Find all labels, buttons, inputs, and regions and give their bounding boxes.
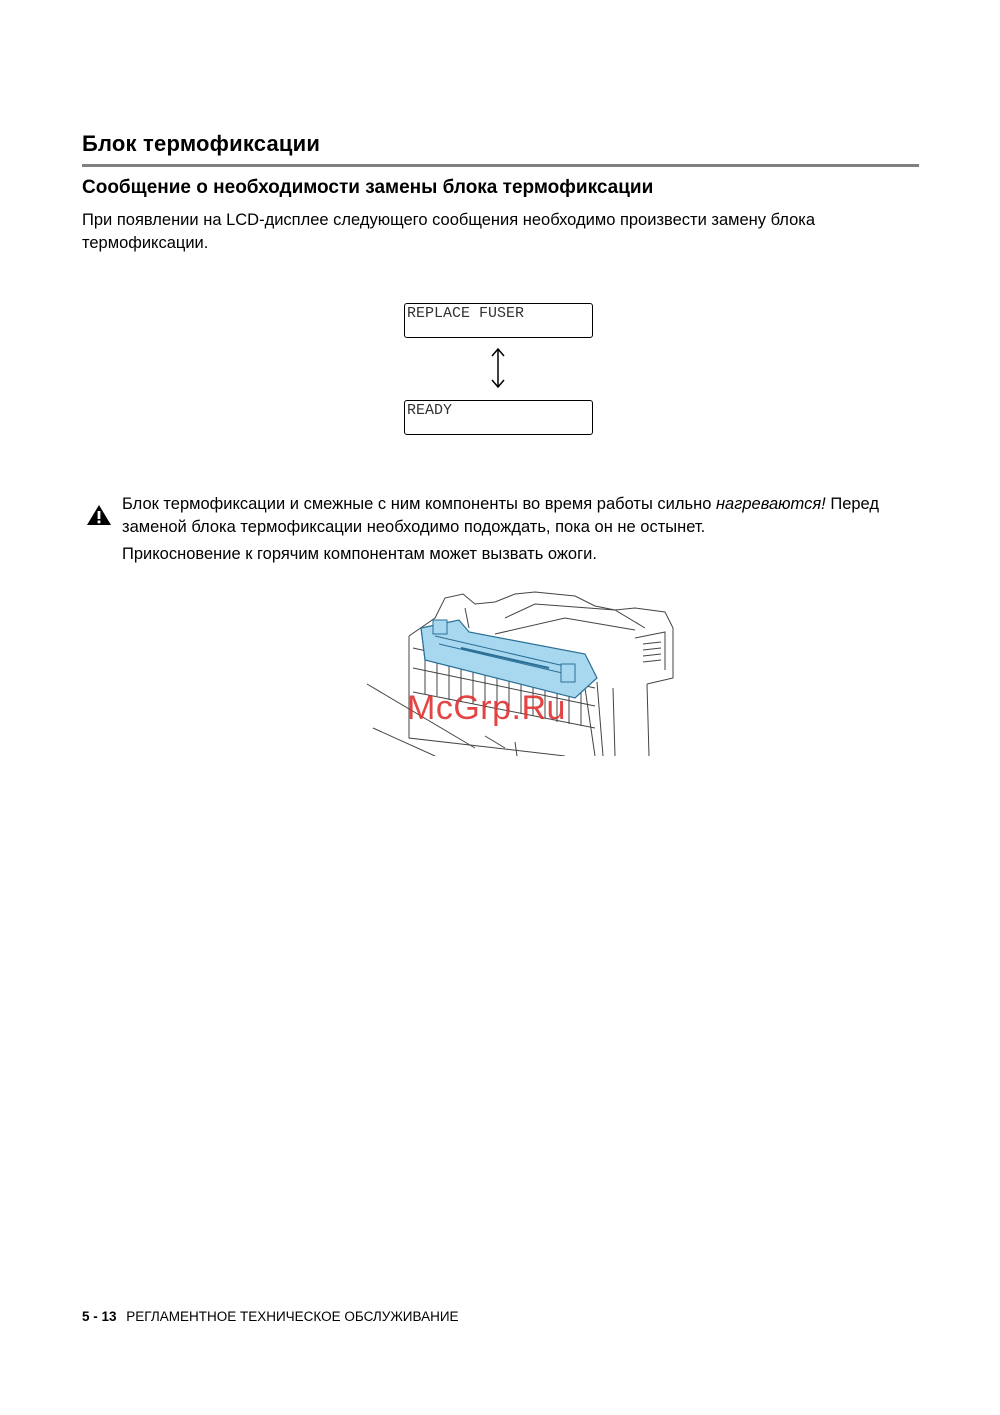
intro-paragraph: При появлении на LCD-дисплее следующего сообщения необходимо произвести замену блока термофиксации.	[82, 211, 816, 252]
fuser-unit-illustration	[365, 588, 677, 756]
lcd-display-message-1	[404, 303, 593, 338]
warning-text-part2: Перед заменой блока термофиксации необходимо подождать, пока он не остынет.	[122, 495, 880, 536]
lcd-display-message-2	[404, 400, 593, 435]
title-divider	[82, 164, 919, 167]
lcd-text-replace-fuser: REPLACE FUSER	[407, 305, 525, 322]
page-footer	[82, 1309, 459, 1324]
warning-emphasis: нагреваются!	[715, 495, 826, 513]
chapter-title: РЕГЛАМЕНТНОЕ ТЕХНИЧЕСКОЕ ОБСЛУЖИВАНИЕ	[126, 1309, 459, 1324]
warning-burn-note: Прикосновение к горячим компонентам может вызвать ожоги.	[122, 545, 597, 563]
double-arrow-icon	[488, 346, 508, 390]
warning-text-part1: Блок термофиксации и смежные с ним компоненты во время работы сильно	[122, 495, 716, 513]
section-title: Блок термофиксации	[82, 131, 321, 156]
warning-triangle-icon	[86, 504, 112, 526]
subsection-title: Сообщение о необходимости замены блока термофиксации	[82, 177, 654, 198]
lcd-text-ready: READY	[407, 402, 453, 419]
watermark: McGrp.Ru	[407, 689, 566, 727]
warning-text	[122, 493, 932, 539]
page-number: 5 - 13	[82, 1309, 117, 1324]
